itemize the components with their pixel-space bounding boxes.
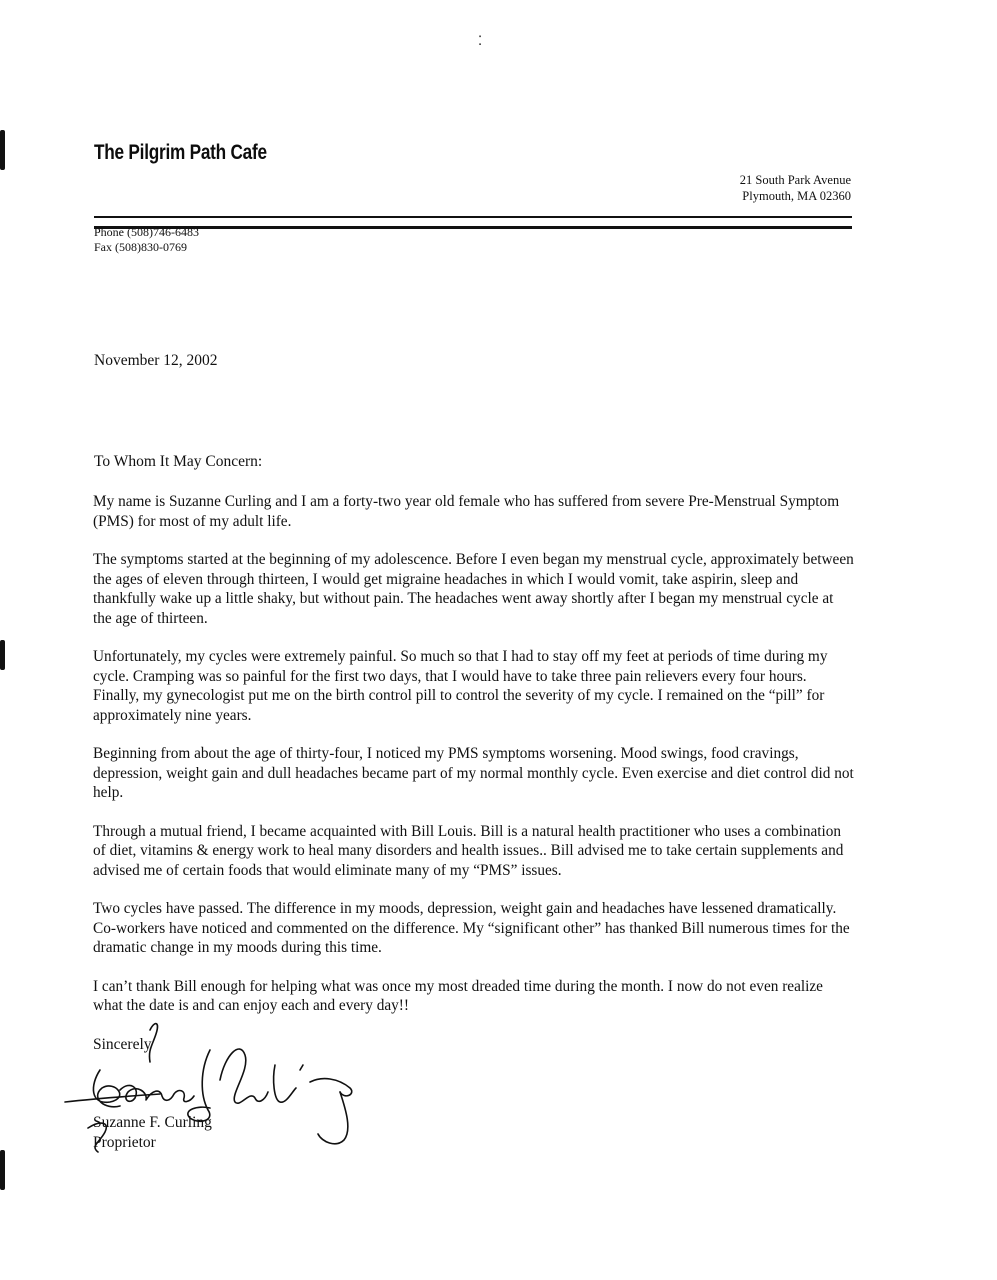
address-line-1: 21 South Park Avenue [739, 173, 851, 187]
paragraph: The symptoms started at the beginning of my adolescence. Before I even began my menstrual cycle, approximately between the ages of eleven through thirteen, I would get migraine headaches in which I would vomit, take aspirin, sleep and thankfully wake up a little shaky, but without pain. The headaches went away shortly after I began my menstrual cycle at the age of thirteen. [93, 551, 854, 627]
contact-info [94, 225, 199, 255]
paragraph: Through a mutual friend, I became acquainted with Bill Louis. Bill is a natural health practitioner who uses a combination of diet, vitamins & energy work to heal many disorders and health issues.. Bill advised me to take certain supplements and advised me of certain foods that would eliminate many of my “PMS” issues. [93, 822, 844, 879]
letter-date: November 12, 2002 [94, 352, 218, 369]
closing: Sincerely [93, 1036, 152, 1053]
address-line-2: Plymouth, MA 02360 [742, 189, 851, 203]
paragraph: Two cycles have passed. The difference in my moods, depression, weight gain and headaches have lessened dramatically. Co-workers have noticed and commented on the difference. My “significant other” has thanked Bill numerous times for the dramatic change in my moods during this time. [93, 900, 850, 956]
signer-title: Proprietor [93, 1134, 156, 1151]
salutation: To Whom It May Concern: [94, 453, 263, 470]
phone-number: Phone (508)746-6483 [94, 225, 199, 239]
paragraph: Unfortunately, my cycles were extremely painful. So much so that I had to stay off my feet at periods of time during my cycle. Cramping was so painful for the first two days, that I would have to take three pain relievers every four hours. Finally, my gynecologist put me on the birth control pill to control the severity of my cycle. I remained on the “pill” for approximately nine years. [93, 648, 828, 724]
signer-block [93, 1113, 212, 1153]
company-address [740, 172, 851, 204]
scan-edge-mark [0, 130, 5, 170]
paragraph: Beginning from about the age of thirty-four, I noticed my PMS symptoms worsening. Mood swings, food cravings, depression, weight gain and dull headaches became part of my normal monthly cycle. Even exercise and diet control did not help. [93, 745, 854, 801]
letter-body [93, 492, 855, 1035]
letterhead-rule-thin [94, 216, 852, 218]
paragraph: My name is Suzanne Curling and I am a forty-two year old female who has suffered from severe Pre-Menstrual Symptom (PMS) for most of my adult life. [93, 493, 840, 530]
scan-edge-mark [0, 640, 5, 670]
paragraph: I can’t thank Bill enough for helping what was once my most dreaded time during the month. I now do not even realize what the date is and can enjoy each and every day!! [93, 977, 823, 1014]
scan-edge-mark [0, 1150, 5, 1190]
letterhead-rule-thick [94, 226, 852, 229]
fax-number: Fax (508)830-0769 [94, 240, 187, 254]
signer-name: Suzanne F. Curling [93, 1114, 212, 1131]
scan-speck: ⁚ [478, 33, 483, 48]
company-name: The Pilgrim Path Cafe [94, 141, 267, 164]
